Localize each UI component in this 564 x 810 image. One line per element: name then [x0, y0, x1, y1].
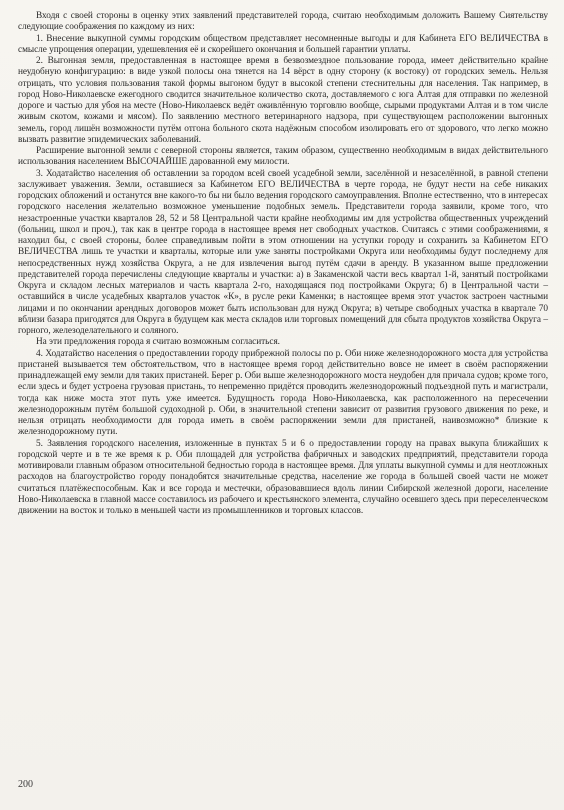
- paragraph-item-2: 2. Выгонная земля, предоставленная в настоящее время в безвозмездное пользование города, имеет действительно крайне неудобную конфигурацию: в виде узкой полосы она тянется на 14 вёрст в одну сторону (к востоку) от городских земель. Нельзя отрицать, что условия пользования такой формы выгоном будут в высокой степени стеснительны для населения. Так например, в город Ново-Николаевске ежегодного сводится значительное количество скота, доставляемого с юга Алтая для отправки по железной дороге и частью для убоя на месте (Ново-Николаевск ведёт оживлённую торговлю вообще, сырыми продуктами Алтая и в том числе живым скотом, кожами и мясом). По заявлению местного ветеринарного надзора, при существующем расположении выгонных земель, город лишён возможности путём отгона больного скота надёжным способом изолировать его от здорового, что легко можно вызвать развитие эпидемических заболеваний.: [18, 56, 548, 145]
- paragraph-item-3: 3. Ходатайство населения об оставлении за городом всей своей усадебной земли, заселённой и незаселённой, в равной степени заслуживает уважения. Земли, оставшиеся за Кабинетом ЕГО ВЕЛИЧЕСТВА в черте города, не будут нести на себе никаких городских обложений и останутся вне какого-то бы ни было ведения городского самоуправления. Вполне естественно, что в интересах городского населения желательно возможное уменьшение подобных земель. Представители города заявили, кроме того, что незастроенные участки кварталов 28, 52 и 58 Центральной части крайне необходимы им для устройства общественных учреждений (больниц, школ и проч.), так как в центре города в настоящее время нет свободных участков. Считаясь с этими соображениями, я находил бы, с своей стороны, более справедливым пойти в этом отношении на уступки городу и сохранить за Кабинетом ЕГО ВЕЛИЧЕСТВА лишь те участки и кварталы, которые или уже заняты постройками Округа или необходимы будут последнему для непосредственных нужд хозяйства Округа, а не для извлечения выгод путём сдачи в аренду. В указанном выше предложении представителей города перечислены следующие кварталы и участки: а) в Закаменской части весь квартал 1-й, занятый постройками Округа и складом лесных материалов и часть квартала 2-го, находящаяся под постройками Округа; б) в Центральной части – оставшийся в числе усадебных кварталов участок «К», в русле реки Каменки; в настоящее время этот участок застроен частными лицами и по окончании арендных договоров может быть использован для нужд Округа; в) четыре свободных участка в квартале 70 вблизи базара пригодятся для Округа в будущем как места складов или торговых помещений для сбыта продуктов хозяйства Округа – горного, железоделательного и соляного.: [18, 168, 548, 336]
- paragraph-item-5: 5. Заявления городского населения, изложенные в пунктах 5 и 6 о предоставлении городу на правах выкупа ближайших к городской черте и в те же время к р. Оби площадей для устройства фабричных и заводских предприятий, представители города мотивировали главным образом относительной бедностью города в настоящее время. Для уплаты выкупной суммы и для неотложных расходов на благоустройство городу понадобятся значительные средства, население же города в большей своей части не может считаться платёжеспособным. Как и все города и местечки, образовавшиеся вдоль линии Сибирской железной дороги, население Ново-Николаевска в главной массе составилось из рабочего и крестьянского элемента, случайно осевшего здесь при переселенческом движении на восток и только в меньшей части из промышленников и торговых классов.: [18, 438, 548, 516]
- paragraph-item-4: 4. Ходатайство населения о предоставлении городу прибрежной полосы по р. Оби ниже железнодорожного моста для устройства пристаней вызывается тем обстоятельством, что в настоящее время город действительно вовсе не имеет в своём распоряжении принадлежащей ему земли для таких пристаней. Берег р. Оби выше железнодорожного моста неудобен для причала судов; кроме того, если здесь и будет устроена грузовая пристань, то непременно придётся проводить железнодорожный подъездной путь и магистрали, тогда как ниже моста этот путь уже имеется. Будущность города Ново-Николаевска, как расположенного на пересечении железнодорожным путём большой судоходной р. Оби, в значительной степени зависит от развития грузового движения по реке, и нельзя отрицать необходимости для города иметь в своём распоряжении земли для пристаней, наивозможно* близкие к железнодорожному пути.: [18, 348, 548, 438]
- body-text: [18, 11, 548, 517]
- paragraph-item-2-continued: Расширение выгонной земли с северной стороны является, таким образом, существенно необходимым в видах действительного использования населением ВЫСОЧАЙШЕ дарованной ему милости.: [18, 146, 548, 168]
- paragraph-item-1: 1. Внесение выкупной суммы городским обществом представляет несомненные выгоды и для Кабинета ЕГО ВЕЛИЧЕСТВА в смысле упрощения операции, удешевления её и скорейшего окончания и большей гарантии уплаты.: [18, 33, 548, 55]
- paragraph-item-3-conclusion: На эти предложения города я считаю возможным согласиться.: [36, 337, 280, 348]
- paragraph-intro: Входя с своей стороны в оценку этих заявлений представителей города, считаю необходимым доложить Вашему Сиятельству следующие соображения по каждому из них:: [18, 11, 548, 33]
- page-number: 200: [18, 779, 33, 790]
